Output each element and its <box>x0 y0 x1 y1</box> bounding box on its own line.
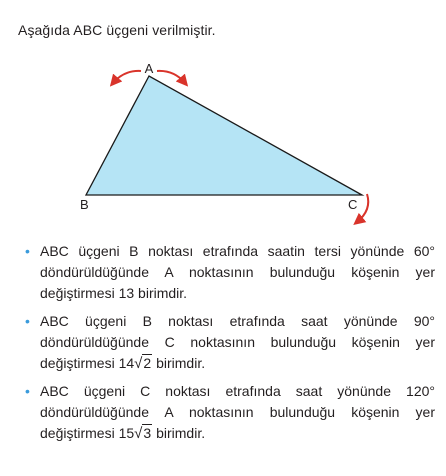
sqrt-icon: √ <box>134 425 143 442</box>
vertex-label-c: C <box>348 197 358 212</box>
sqrt-radicand: 2 <box>143 355 152 371</box>
sqrt-radicand: 3 <box>143 425 152 441</box>
sqrt-expression <box>119 425 153 441</box>
statement-item <box>25 381 435 444</box>
vertex-label-a: A <box>144 61 154 76</box>
sqrt-coefficient: 14 <box>118 355 135 371</box>
statement-text-end: birimdir. <box>152 425 206 441</box>
statement-list <box>25 241 435 451</box>
statement-text: ABC üçgeni B noktası etrafında saatin tersi yönünde 60° döndürüldüğünde A noktasının bulunduğu köşenin yer değiştirmesi 13 birimdir. <box>40 243 435 301</box>
statement-text: ABC üçgeni C noktası etrafında saat yönünde 120° döndürüldüğünde A noktasının bulunduğu köşenin yer değiştirmesi <box>40 383 435 441</box>
sqrt-coefficient: 15 <box>118 425 135 441</box>
rotation-arrow-c-icon <box>357 194 368 222</box>
statement-item <box>25 241 435 304</box>
bullet-icon: • <box>25 313 30 329</box>
rotation-arrow-right-icon <box>157 71 185 83</box>
statement-item <box>25 311 435 374</box>
vertex-label-b: B <box>80 197 89 212</box>
rotation-arrow-left-icon <box>113 71 141 83</box>
sqrt-icon: √ <box>134 355 143 372</box>
triangle-abc <box>86 76 362 195</box>
intro-text: Aşağıda ABC üçgeni verilmiştir. <box>18 22 216 38</box>
bullet-icon: • <box>25 243 30 259</box>
sqrt-expression <box>119 355 153 371</box>
statement-text-end: birimdir. <box>152 355 206 371</box>
bullet-icon: • <box>25 383 30 399</box>
statement-text: ABC üçgeni B noktası etrafında saat yönünde 90° döndürüldüğünde C noktasının bulunduğu köşenin yer değiştirmesi <box>40 313 435 371</box>
